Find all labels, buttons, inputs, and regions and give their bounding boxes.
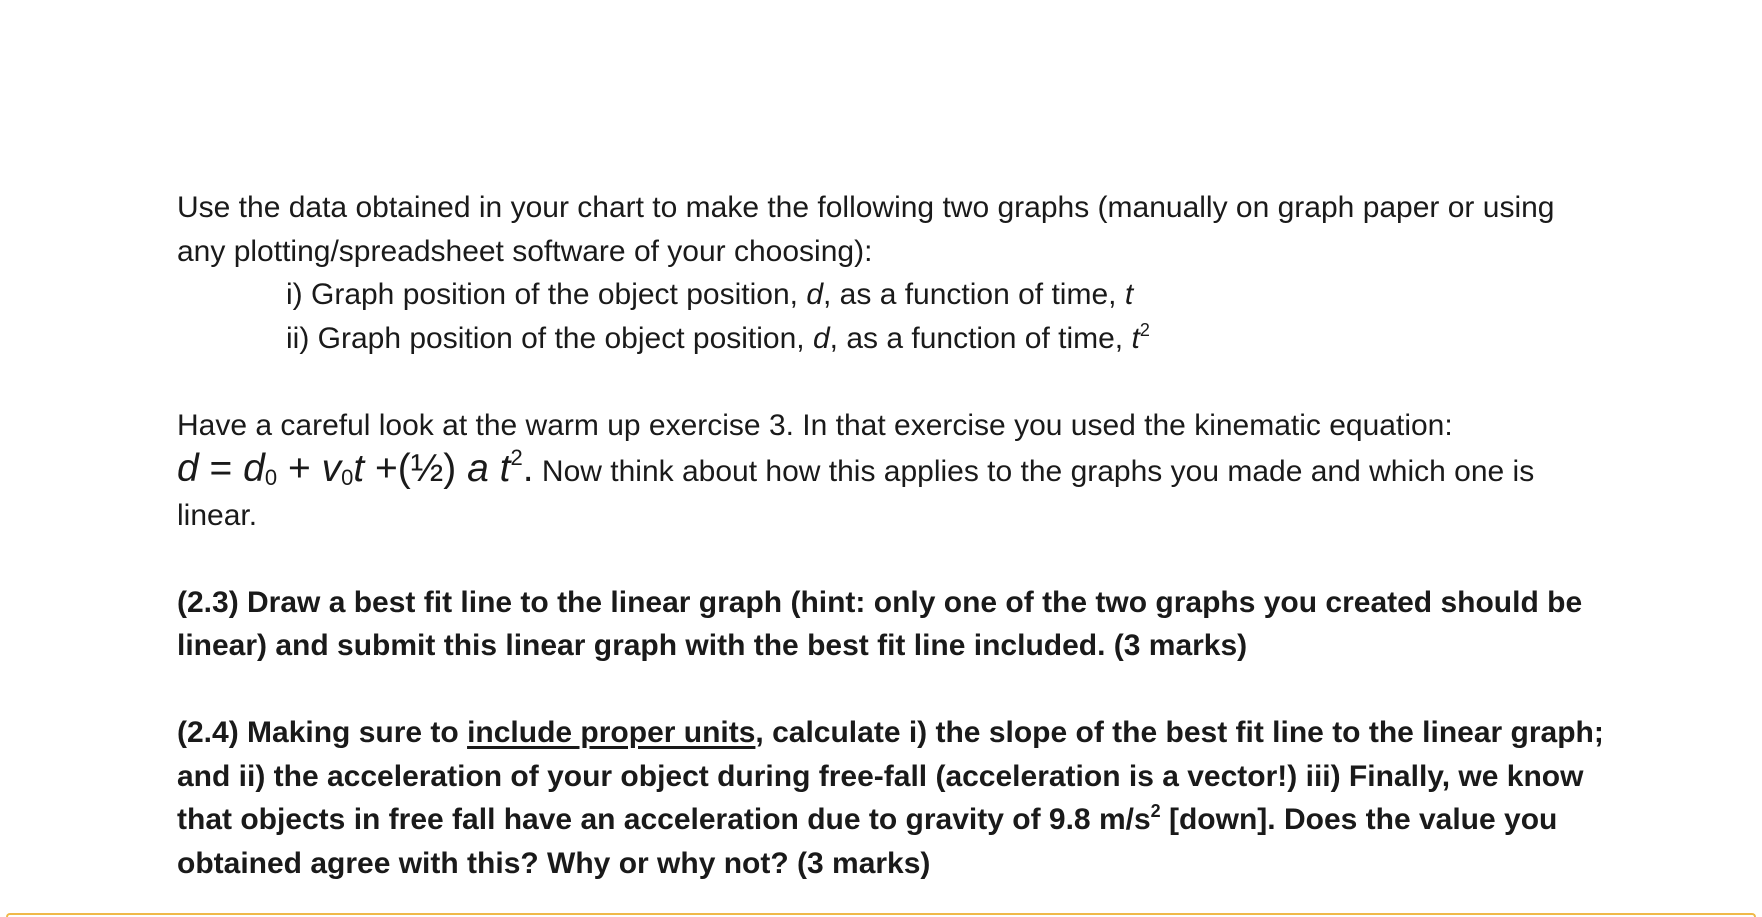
- question-2-4: (2.4) Making sure to include proper units, calculate i) the slope of the best fit line to the linear graph; and ii) the acceleration of your object during free-fall (acceleration is a vector!) iii) Finally, we know that objects in free fall have an acceleration due to gravity of 9.8 $m/s^2$ [down]. Does the value you obtained agree with this? Why or why not? (3 marks): [177, 716, 1604, 880]
- intro-paragraph: Use the data obtained in your chart to make the following two graphs (manually on graph paper or using any plotting/spreadsheet software of your choosing):: [177, 191, 1555, 268]
- graph-item-2: ii) Graph position of the object position, d, as a function of time, $t^2$: [286, 319, 1150, 355]
- question-2-3: (2.3) Draw a best fit line to the linear graph (hint: only one of the two graphs you created should be linear) and submit this linear graph with the best fit line included. (3 marks): [177, 585, 1583, 662]
- bottom-highlight-border: [6, 913, 1756, 917]
- kinematic-equation: $d = d_0 + v_0t$ +(½) a $t^2$.: [177, 445, 534, 490]
- document-body: [177, 186, 1607, 885]
- units-emphasis: include proper units: [467, 716, 756, 749]
- warmup-paragraph: Have a careful look at the warm up exercise 3. In that exercise you used the kinematic equation: $d = d_0 + v_0t$ +(½) a $t^2$. Now think about how this applies to the graphs you made and which one is linear.: [177, 408, 1535, 532]
- graph-item-1: i) Graph position of the object position, d, as a function of time, t: [286, 278, 1134, 311]
